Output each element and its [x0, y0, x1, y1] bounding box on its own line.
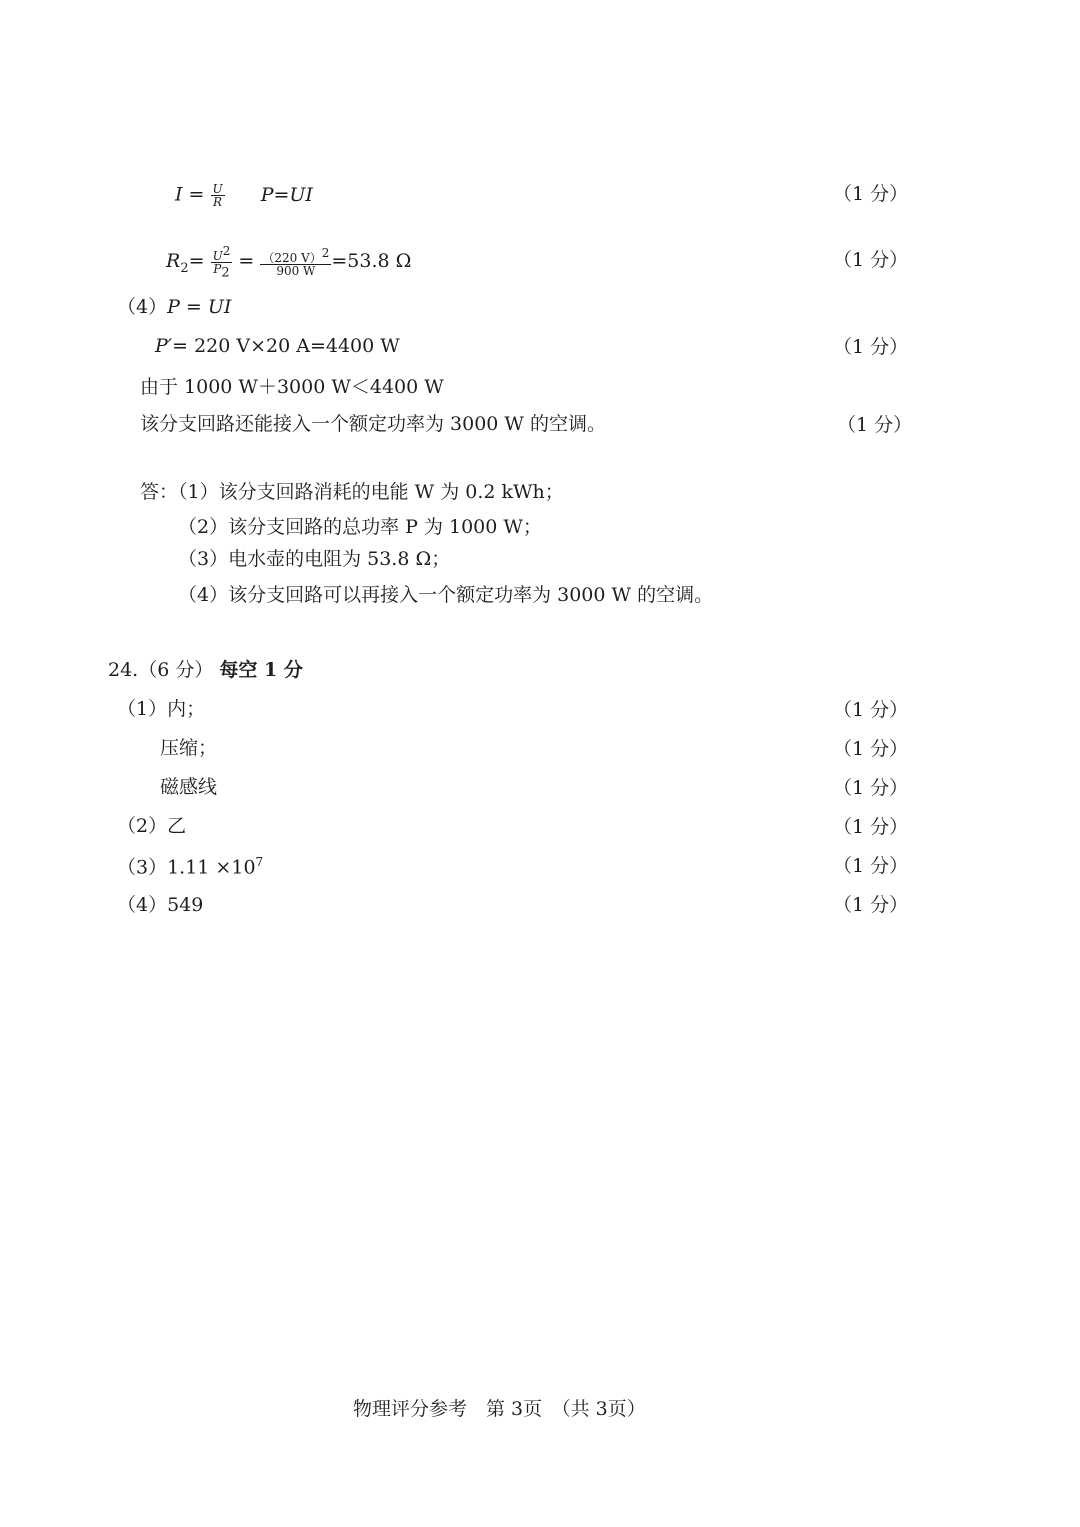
score-label: （1 分） [833, 777, 909, 799]
fraction-u-over-r [211, 183, 225, 208]
formula-power: P=UI [260, 183, 313, 206]
formula-power: P = UI [167, 296, 232, 318]
answer-text: （1）该分支回路消耗的电能 W 为 0.2 kWh； [178, 481, 564, 503]
part4-conclusion: 该分支回路还能接入一个额定功率为 3000 W 的空调。 [140, 413, 607, 435]
fraction-u2-over-p2 [211, 245, 233, 279]
page-footer: 物理评分参考 第 3页 （共 3页） [353, 1398, 646, 1420]
score-label: （1 分） [833, 336, 909, 358]
part-label: （4） [117, 296, 168, 318]
score-label: （1 分） [833, 816, 909, 838]
question-number: 24.（6 分） [108, 659, 214, 681]
fraction-numerator: U [212, 182, 223, 196]
question-note: 每空 1 分 [219, 659, 303, 681]
num-sup: 2 [321, 246, 330, 261]
q24-item-1: （1）内； [117, 698, 206, 720]
answer-1 [140, 483, 564, 502]
score-label: （1 分） [833, 183, 909, 205]
formula-var: R [166, 250, 181, 273]
score-label: （1 分） [833, 738, 909, 760]
answer-2: （2）该分支回路的总功率 P 为 1000 W； [178, 516, 542, 538]
item-text: （3）1.11 ×10 [117, 856, 256, 879]
num-sup: 2 [222, 244, 231, 258]
fraction-numerator [260, 247, 331, 264]
score-label: （1 分） [833, 894, 909, 916]
score-label: （1 分） [833, 699, 909, 721]
part4-calculation [155, 337, 400, 356]
fraction-denominator: R [211, 195, 225, 208]
question-24-heading [108, 661, 303, 680]
exponent: 7 [255, 855, 264, 869]
num-var: U [212, 249, 223, 263]
num-text: （220 V） [262, 251, 322, 266]
formula-ohms-law [175, 183, 313, 208]
q24-item-2: 压缩； [160, 737, 218, 759]
part4-comparison: 由于 1000 W＋3000 W＜4400 W [140, 376, 444, 398]
formula-sub: 2 [180, 261, 189, 276]
fraction-voltage-sq-over-power [260, 247, 331, 277]
fraction-numerator [211, 245, 233, 262]
score-label: （1 分） [833, 855, 909, 877]
score-label: （1 分） [837, 414, 913, 436]
formula-resistance [166, 245, 411, 279]
answer-4: （4）该分支回路可以再接入一个额定功率为 3000 W 的空调。 [178, 584, 714, 606]
formula-text: I = [175, 183, 205, 206]
answer-prefix: 答： [140, 481, 179, 503]
equals-sign: = [238, 250, 255, 273]
formula-result: =53.8 Ω [331, 250, 412, 273]
formula-var: P′ [155, 335, 173, 357]
equals-sign: = [188, 250, 205, 273]
fraction-denominator: 900 W [260, 264, 331, 277]
den-var: P [213, 262, 222, 276]
score-label: （1 分） [833, 249, 909, 271]
q24-item-3: 磁感线 [160, 776, 218, 798]
fraction-denominator [211, 262, 233, 279]
part4-heading [117, 298, 231, 317]
answer-3: （3）电水壶的电阻为 53.8 Ω； [178, 548, 451, 570]
q24-item-5 [117, 856, 263, 877]
den-sub: 2 [221, 265, 230, 281]
formula-calc: = 220 V×20 A=4400 W [172, 335, 400, 357]
q24-item-4: （2）乙 [117, 815, 187, 837]
q24-item-6: （4）549 [117, 894, 204, 916]
